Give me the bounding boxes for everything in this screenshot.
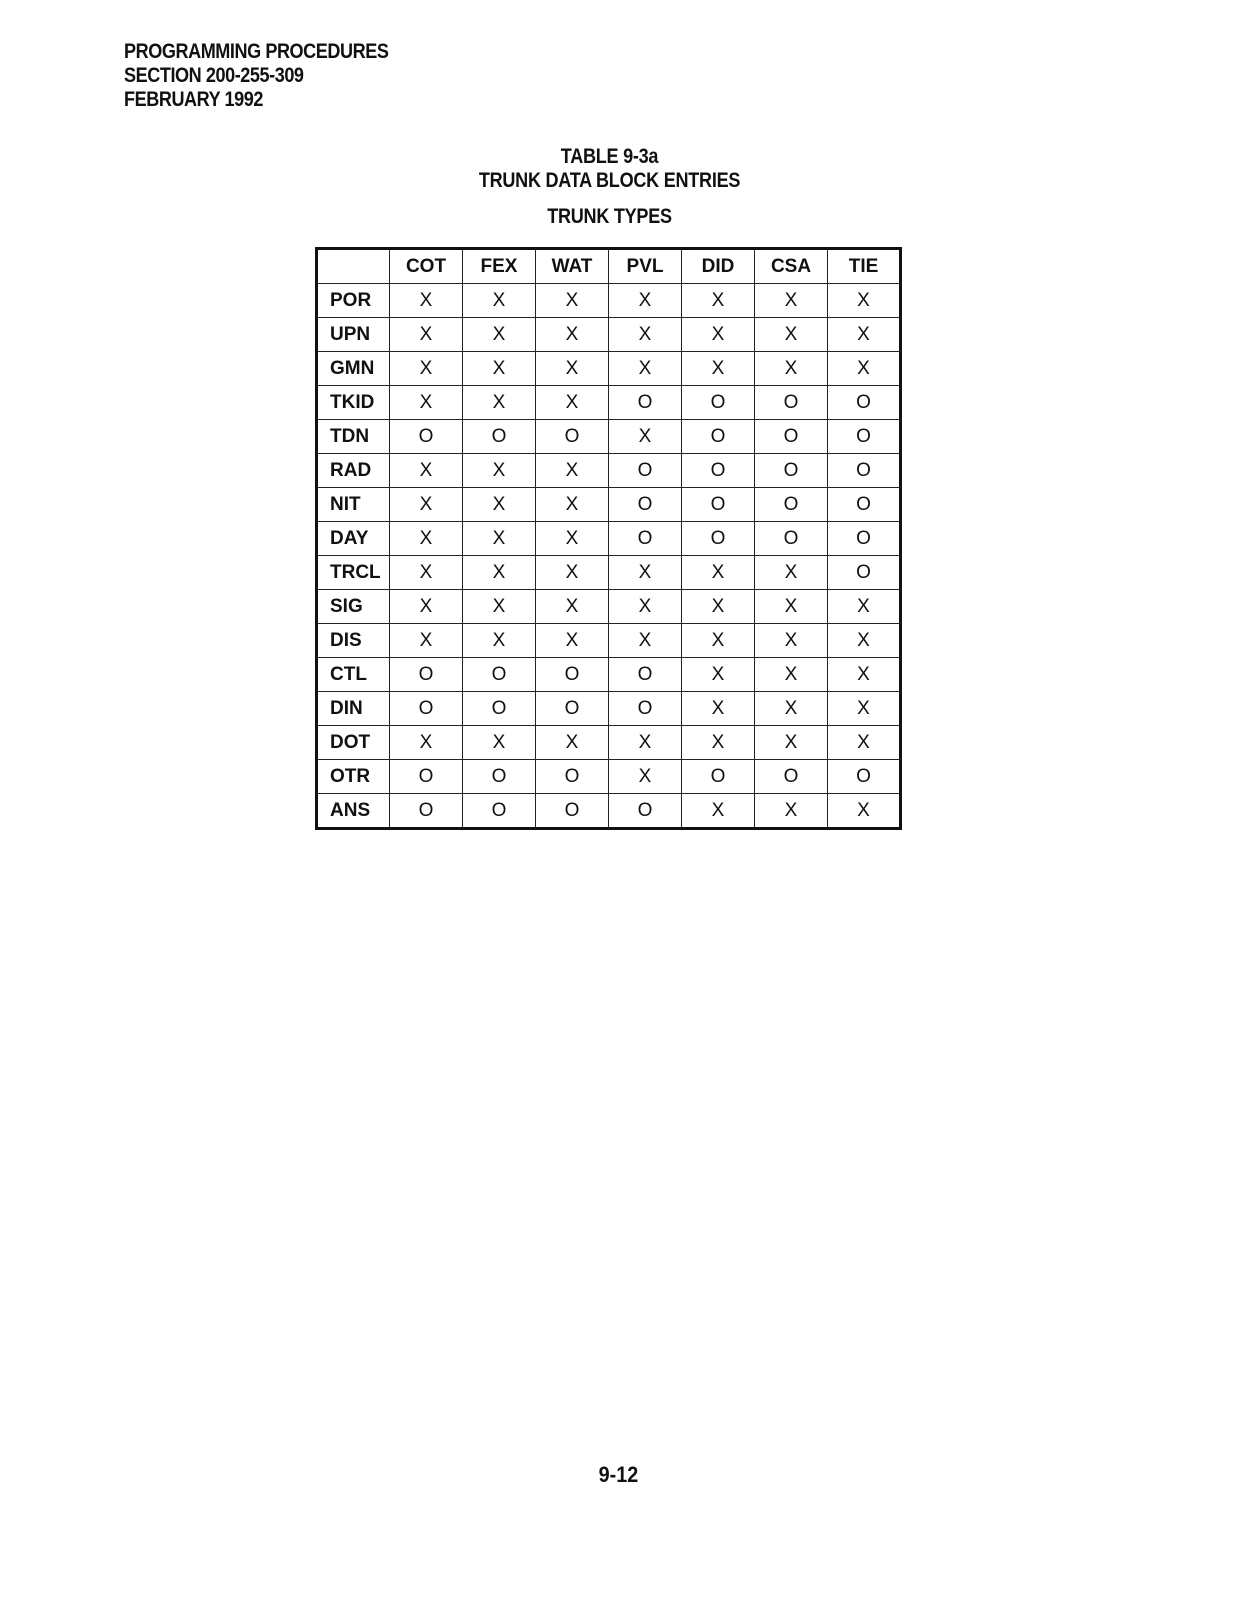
table-cell: X [536, 556, 609, 590]
table-cell: X [609, 760, 682, 794]
table-cell: X [390, 352, 463, 386]
table-cell: X [682, 318, 755, 352]
table-row [317, 488, 901, 522]
table-row [317, 386, 901, 420]
table-number: TABLE 9-3a [560, 145, 659, 168]
table-cell: O [609, 658, 682, 692]
table-cell: O [682, 420, 755, 454]
table-cell: X [536, 454, 609, 488]
row-label-dis: DIS [317, 624, 390, 658]
table-cell: O [536, 692, 609, 726]
table-cell: O [828, 420, 901, 454]
table-cell: X [755, 284, 828, 318]
table-cell: X [682, 556, 755, 590]
table-cell: O [828, 454, 901, 488]
table-row [317, 556, 901, 590]
table-cell: X [536, 386, 609, 420]
table-cell: X [390, 590, 463, 624]
table-row [317, 454, 901, 488]
table-cell: X [390, 624, 463, 658]
table-cell: O [390, 658, 463, 692]
table-cell: O [463, 420, 536, 454]
table-cell: X [609, 352, 682, 386]
table-cell: X [390, 556, 463, 590]
table-cell: X [390, 488, 463, 522]
table-cell: X [755, 692, 828, 726]
table-row [317, 692, 901, 726]
table-cell: X [682, 794, 755, 829]
table-cell: X [755, 556, 828, 590]
table-cell: X [463, 318, 536, 352]
table-cell: X [682, 726, 755, 760]
table-cell: X [682, 624, 755, 658]
table-cell: O [463, 692, 536, 726]
table-row [317, 590, 901, 624]
row-label-por: POR [317, 284, 390, 318]
table-row [317, 760, 901, 794]
table-cell: X [682, 692, 755, 726]
table-cell: O [682, 760, 755, 794]
table-cell: O [390, 692, 463, 726]
table-cell: X [755, 726, 828, 760]
page-number: 9-12 [598, 1462, 639, 1487]
table-cell: X [536, 488, 609, 522]
table-cell: X [682, 658, 755, 692]
table-cell: O [755, 454, 828, 488]
table-cell: O [828, 556, 901, 590]
row-label-nit: NIT [317, 488, 390, 522]
table-cell: O [609, 522, 682, 556]
table-cell: X [536, 284, 609, 318]
table-cell: X [463, 454, 536, 488]
table-cell: X [755, 352, 828, 386]
trunk-data-table [315, 247, 902, 830]
table-cell: X [755, 624, 828, 658]
table-cell: X [609, 556, 682, 590]
table-cell: X [536, 352, 609, 386]
table-cell: O [609, 692, 682, 726]
table-cell: X [390, 522, 463, 556]
table-cell: X [828, 624, 901, 658]
row-label-rad: RAD [317, 454, 390, 488]
table-cell: X [463, 352, 536, 386]
table-cell: O [828, 760, 901, 794]
table-cell: X [463, 522, 536, 556]
table-cell: X [536, 590, 609, 624]
table-cell: O [828, 386, 901, 420]
table-cell: O [390, 420, 463, 454]
table-cell: X [463, 556, 536, 590]
table-cell: X [828, 794, 901, 829]
row-label-gmn: GMN [317, 352, 390, 386]
table-cell: X [828, 726, 901, 760]
table-cell: O [828, 522, 901, 556]
table-cell: O [463, 794, 536, 829]
table-cell: X [828, 352, 901, 386]
row-label-tdn: TDN [317, 420, 390, 454]
table-cell: O [682, 454, 755, 488]
header-title: PROGRAMMING PROCEDURES [124, 40, 389, 63]
table-body [317, 284, 901, 829]
table-row [317, 522, 901, 556]
table-cell: X [536, 318, 609, 352]
table-cell: O [536, 658, 609, 692]
table-cell: X [828, 284, 901, 318]
table-subtitle: TRUNK TYPES [547, 205, 672, 228]
table-cell: X [390, 454, 463, 488]
table-row [317, 284, 901, 318]
table-cell: O [536, 420, 609, 454]
table-cell: X [755, 590, 828, 624]
table-cell: X [609, 318, 682, 352]
table-cell: O [536, 794, 609, 829]
table-cell: X [536, 522, 609, 556]
table-row [317, 352, 901, 386]
column-header-pvl: PVL [609, 249, 682, 284]
row-label-dot: DOT [317, 726, 390, 760]
table-cell: O [609, 794, 682, 829]
table-cell: O [609, 488, 682, 522]
table-row [317, 420, 901, 454]
table-cell: X [682, 590, 755, 624]
table-cell: X [463, 590, 536, 624]
column-header-fex: FEX [463, 249, 536, 284]
column-header-did: DID [682, 249, 755, 284]
table-cell: X [390, 386, 463, 420]
table-cell: X [536, 624, 609, 658]
table-cell: X [463, 284, 536, 318]
row-label-day: DAY [317, 522, 390, 556]
table-cell: O [609, 386, 682, 420]
table-cell: O [390, 760, 463, 794]
table-cell: X [609, 624, 682, 658]
row-label-sig: SIG [317, 590, 390, 624]
table-cell: X [390, 726, 463, 760]
table-cell: X [536, 726, 609, 760]
table-cell: X [828, 658, 901, 692]
row-label-otr: OTR [317, 760, 390, 794]
table-cell: O [828, 488, 901, 522]
row-label-trcl: TRCL [317, 556, 390, 590]
row-label-ans: ANS [317, 794, 390, 829]
table-row [317, 794, 901, 829]
column-header-cot: COT [390, 249, 463, 284]
column-header-csa: CSA [755, 249, 828, 284]
document-header [124, 40, 388, 112]
table-cell: O [682, 522, 755, 556]
table-cell: X [390, 284, 463, 318]
table-cell: X [828, 692, 901, 726]
corner-cell [317, 249, 390, 284]
table-heading: TRUNK DATA BLOCK ENTRIES [478, 169, 741, 192]
table-cell: O [755, 760, 828, 794]
table-cell: X [682, 284, 755, 318]
table-cell: O [390, 794, 463, 829]
table-cell: O [536, 760, 609, 794]
table-cell: O [755, 522, 828, 556]
table-row [317, 318, 901, 352]
row-label-ctl: CTL [317, 658, 390, 692]
table-header-row [317, 249, 901, 284]
table-cell: O [609, 454, 682, 488]
table-cell: O [755, 488, 828, 522]
table-cell: X [828, 590, 901, 624]
table-cell: X [755, 658, 828, 692]
table-cell: X [609, 726, 682, 760]
table-titles [317, 145, 902, 229]
table-cell: O [755, 386, 828, 420]
table-cell: O [463, 760, 536, 794]
table-cell: O [463, 658, 536, 692]
table-cell: O [755, 420, 828, 454]
table-cell: O [682, 488, 755, 522]
row-label-upn: UPN [317, 318, 390, 352]
table-cell: X [463, 726, 536, 760]
table-row [317, 726, 901, 760]
header-date: FEBRUARY 1992 [124, 88, 263, 111]
table-cell: X [609, 420, 682, 454]
table-cell: X [682, 352, 755, 386]
table-cell: X [463, 624, 536, 658]
table-row [317, 658, 901, 692]
column-header-tie: TIE [828, 249, 901, 284]
table-cell: X [609, 284, 682, 318]
table-cell: X [828, 318, 901, 352]
table-cell: X [390, 318, 463, 352]
table-cell: X [463, 386, 536, 420]
table-cell: X [609, 590, 682, 624]
row-label-din: DIN [317, 692, 390, 726]
table-cell: X [755, 794, 828, 829]
table-cell: O [682, 386, 755, 420]
table-cell: X [463, 488, 536, 522]
table-row [317, 624, 901, 658]
header-section: SECTION 200-255-309 [124, 64, 304, 87]
column-header-wat: WAT [536, 249, 609, 284]
table-cell: X [755, 318, 828, 352]
row-label-tkid: TKID [317, 386, 390, 420]
